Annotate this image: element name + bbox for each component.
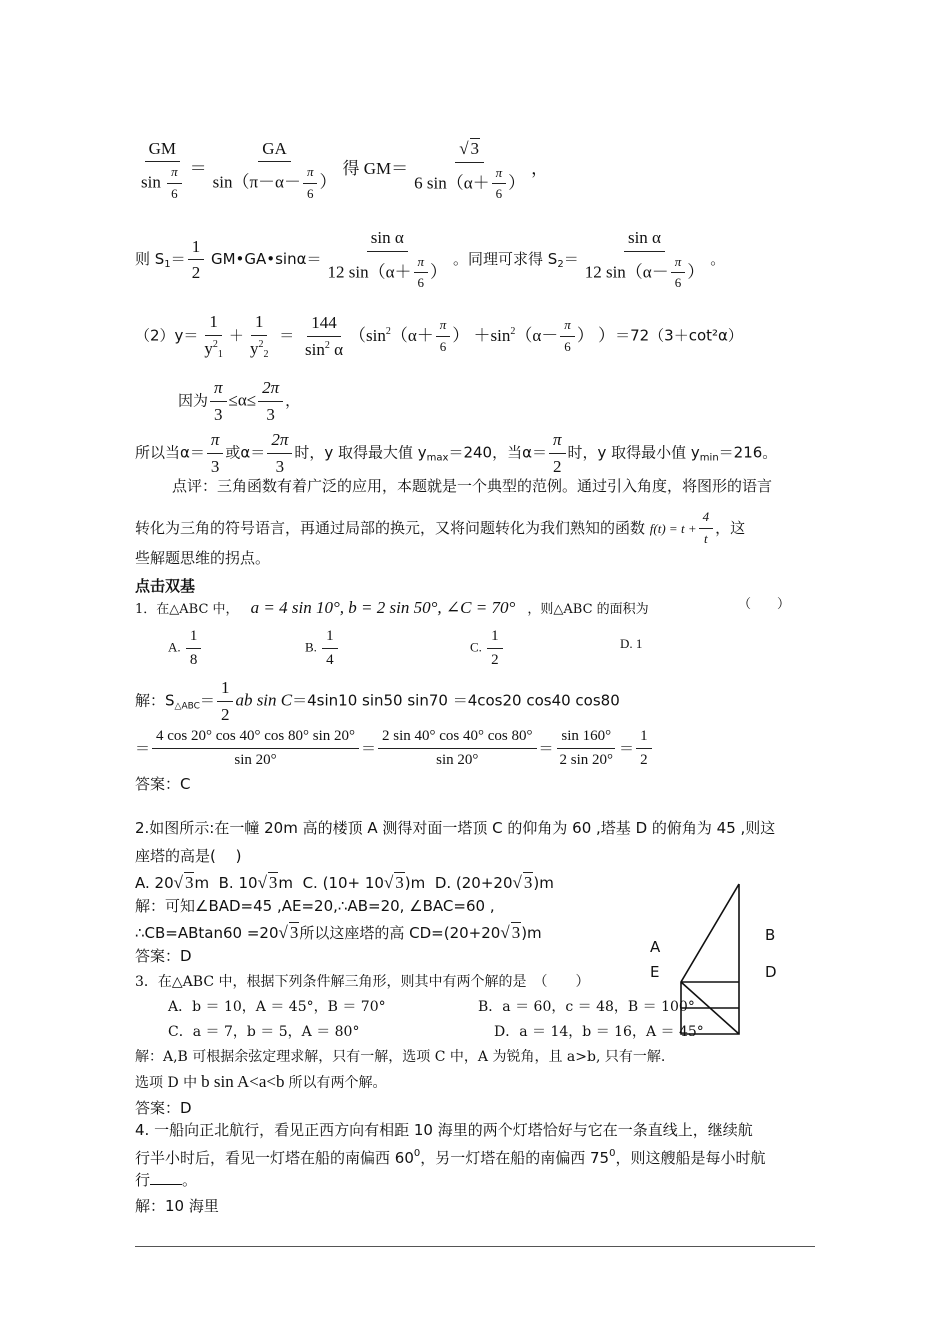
q1-option-b[interactable]: B. $\frac{1}{4}$ [305,628,340,670]
fig-label-d: D [765,963,777,981]
q1-option-d[interactable]: D. 1 [620,636,643,651]
q3-option-a[interactable]: A．b ＝ 10，A ＝ 45°，B ＝ 70° [168,999,386,1015]
q4-blank[interactable] [150,1184,182,1185]
q3-solution-1: 解：A,B 可根据余弦定理求解，只有一解，选项 C 中，A 为锐角，且 a>b, 只有一解. [135,1049,666,1065]
q4-solution: 解：10 海里 [135,1197,219,1215]
section-heading: 点击双基 [135,577,196,595]
q3-option-c[interactable]: C．a ＝ 7，b ＝ 5，A ＝ 80° [168,1024,360,1040]
q1-option-a[interactable]: A. $\frac{1}{8}$ [168,628,203,670]
fig-label-b: B [765,926,776,944]
fig-label-a: A [650,938,661,956]
q4-stem-3: 行 。 [135,1171,198,1189]
q3-solution-2: 选项 D 中 b sin A<a<b 所以有两个解。 [135,1072,387,1091]
q1-option-c[interactable]: C. $\frac{1}{2}$ [470,628,505,670]
q4-stem-2: 行半小时后，看见一灯塔在船的南偏西 $60^0$，另一灯塔在船的南偏西 $75^0$，则这艘船是每小时航 [135,1148,766,1167]
comment-line-1: 点评：三角函数有着广泛的应用，本题就是一个典型的范例。通过引入角度，将图形的语言 [172,477,773,495]
q2-solution-1: 解：可知∠BAD=45 ,AE=20,∴AB=20, ∠BAC=60 , [135,897,495,915]
q2-option-c[interactable]: C. (10+ 10√ 3)m [302,873,426,892]
q2-solution-2: ∴CB=ABtan60 =20√ 3所以这座塔的高 CD=(20+20√ 3)m [135,923,542,942]
comment-line-2: 转化为三角的符号语言，再通过局部的换元，又将问题转化为我们熟知的函数 f(t) = t + $\frac{4}{t}$ ，这 [135,509,746,546]
footer-rule [135,1246,815,1247]
formula-y: （2）y＝ $\frac{1}{y^2_1}$ ＋ $\frac{1}{y^2_2}$ ＝ $\frac{144}{\sin^2 \alpha}$ （$\sin^2(\alpha+$ $\frac{\pi}{6}$ ） $+\sin^2(\alpha-$ $\frac{\pi}{6}$ ） ）＝72（3＋cot²α） [135,312,743,360]
frac-ga: GA sin（π－α－ $\frac{\pi}{6}$ ） [212,138,337,201]
q2-option-b[interactable]: B. 10√ 3m [218,873,294,892]
frac-gm: GM sin $\frac{\pi}{6}$ [137,139,188,202]
q3-option-d[interactable]: D．a ＝ 14，b ＝ 16，A ＝ 45° [494,1024,704,1040]
q2-options [135,872,554,893]
formula-extremes: 所以当α＝ $\frac{\pi}{3}$ 或α＝ $\frac{2\pi}{3}$ 时，y 取得最大值 $y_{max}=240$，当α＝ $\frac{\pi}{2}$ 时，y 取得最小值 $y_{min}=216$。 [135,430,778,476]
comment-line-3: 些解题思维的拐点。 [135,549,271,567]
q2-stem-1: 2.如图所示:在一幢 20m 高的楼顶 A 测得对面一塔顶 C 的仰角为 60 ,塔基 D 的俯角为 45 ,则这 [135,819,776,837]
formula-gm: GM sin $\frac{\pi}{6}$ ＝ GA sin（π－α－ $\frac{\pi}{6}$ ） 得 GM＝ √ 3 6 sin（α＋ $\frac{\pi}{6}$ ） ， [135,138,548,202]
q3-stem: 3．在△ABC 中，根据下列条件解三角形，则其中有两个解的是 （ ） [135,974,590,990]
q1-solution-1: 解：$S_{\triangle ABC}=$ $\frac{1}{2}$ ab sin C＝4sin10 sin50 sin70 ＝4cos20 cos40 cos80 [135,678,620,724]
q1-paren: （ ） [738,597,791,612]
q2-stem-2: 座塔的高是( ) [135,847,242,865]
q3-option-b[interactable]: B．a ＝ 60，c ＝ 48，B ＝ 100° [478,999,695,1015]
q1-solution-2: ＝ $\frac{4 \cos 20^\circ \cos 40^\circ \cos 80^\circ \sin 20^\circ}{\sin 20^\circ}$ ＝ $\frac{2 \sin 40^\circ \cos 40^\circ \cos 80^\circ}{\sin 20^\circ}$ ＝ $\frac{\sin 160^\circ}{2 \sin 20^\circ}$ ＝ $\frac{1}{2}$ [135,728,654,770]
q1-answer: 答案：C [135,775,191,793]
frac-sqrt3: √ 3 6 sin（α＋ $\frac{\pi}{6}$ ） [414,139,526,202]
q2-option-d[interactable]: D. (20+20√ 3)m [434,873,554,892]
fig-label-e: E [650,963,660,981]
q2-answer: 答案：D [135,947,192,965]
q2-option-a[interactable]: A. 20√ 3m [135,873,210,892]
q1-stem: 1．在△ABC 中， a = 4 sin 10°, b = 2 sin 50°, ∠C = 70° ，则△ABC 的面积为 [135,598,649,617]
q3-answer: 答案：D [135,1099,192,1117]
q4-stem-1: 4. 一船向正北航行，看见正西方向有相距 10 海里的两个灯塔恰好与它在一条直线上，继续航 [135,1121,753,1139]
formula-range: 因为 $\frac{\pi}{3}$ ≤α≤ $\frac{2\pi}{3}$ ， [178,378,301,424]
formula-s1: 则 $S_1=$ $\frac{1}{2}$ GM•GA•sinα＝ sin α 12 sin（α＋ $\frac{\pi}{6}$ ） 。同理可求得 $S_2=$ sin α 12 sin（α－ $\frac{\pi}{6}$ ） 。 [135,228,726,291]
